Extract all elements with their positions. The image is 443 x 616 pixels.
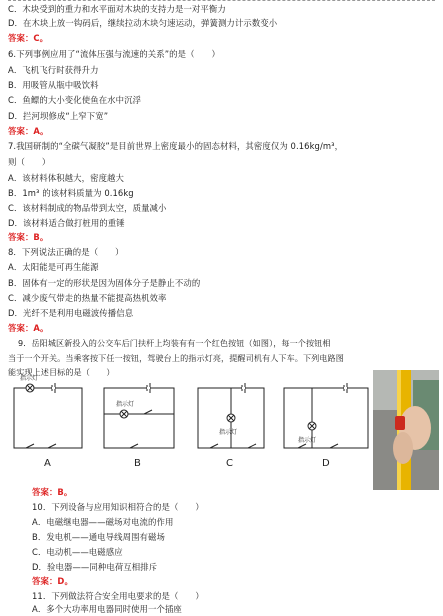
option-line: B．用吸管从瓶中吸饮料 bbox=[8, 80, 99, 90]
lamp-label: 指示灯 bbox=[20, 375, 39, 382]
option-line: B．1m³ 的该材料质量为 0.16kg bbox=[8, 188, 134, 198]
answer-line: 答案：A。 bbox=[8, 126, 49, 136]
option-line: C．电动机——电磁感应 bbox=[32, 547, 123, 557]
option-line: D．验电器——同种电荷互相排斥 bbox=[32, 562, 158, 572]
answer-line: 答案：C。 bbox=[8, 33, 49, 43]
circuit-c bbox=[198, 383, 264, 448]
option-line: D．拦河坝修成“上窄下宽” bbox=[8, 111, 109, 121]
answer-line: 答案：B。 bbox=[8, 232, 49, 242]
circuit-label-c: C bbox=[226, 458, 233, 469]
bus-handrail-photo bbox=[373, 370, 439, 490]
question-line: 8．下列说法正确的是（ ） bbox=[8, 247, 124, 257]
option-line: A．飞机飞行时获得升力 bbox=[8, 65, 99, 75]
circuit-label-d: D bbox=[322, 458, 330, 469]
option-line: B．发电机——通电导线周围有磁场 bbox=[32, 532, 165, 542]
circuit-label-b: B bbox=[134, 458, 141, 469]
circuit-label-a: A bbox=[44, 458, 51, 469]
option-line: A．太阳能是可再生能源 bbox=[8, 262, 99, 272]
option-line: D．在木块上放一钩码后，继续拉动木块匀速运动，弹簧测力计示数变小 bbox=[8, 18, 278, 28]
question-line: 则（ ） bbox=[8, 157, 51, 167]
option-line: C．减少废气带走的热量不能提高热机效率 bbox=[8, 293, 167, 303]
option-line: C．鱼鳔的大小变化使鱼在水中沉浮 bbox=[8, 95, 142, 105]
circuit-b bbox=[104, 383, 174, 448]
circuit-d bbox=[284, 383, 368, 448]
answer-line: 答案：B。 bbox=[32, 487, 73, 497]
lamp-label: 指示灯 bbox=[219, 429, 238, 436]
question-line: 9．岳阳城区新投入的公交车后门扶杆上均装有有一个红色按钮（如图），每一个按钮相 bbox=[18, 338, 331, 348]
top-divider bbox=[8, 0, 435, 1]
option-line: A．该材料体积越大，密度越大 bbox=[8, 173, 125, 183]
option-line: D．该材料适合做打桩用的重锤 bbox=[8, 218, 125, 228]
option-line: C．该材料制成的物品带到太空，质量减小 bbox=[8, 203, 167, 213]
question-line: 10．下列设备与应用知识相符合的是（ ） bbox=[32, 502, 204, 512]
answer-line: 答案：A。 bbox=[8, 323, 49, 333]
answer-line: 答案：D。 bbox=[32, 576, 73, 586]
option-line: C．木块受到的重力和水平面对木块的支持力是一对平衡力 bbox=[8, 4, 226, 14]
option-line: A．电磁继电器——磁场对电流的作用 bbox=[32, 517, 174, 527]
question-line: 7.我国研制的“全碳气凝胶”是目前世界上密度最小的固态材料，其密度仅为 0.16kg/m³， bbox=[8, 141, 344, 151]
question-line: 11．下列做法符合安全用电要求的是（ ） bbox=[32, 591, 204, 601]
option-line: B．固体有一定的形状是因为固体分子是静止不动的 bbox=[8, 278, 201, 288]
circuit-diagrams bbox=[12, 368, 372, 472]
option-line: D．光纤不是利用电磁波传播信息 bbox=[8, 308, 134, 318]
question-line: 当于一个开关。当乘客按下任一按钮，驾驶台上的指示灯亮，提醒司机有人下车。下列电路图 bbox=[8, 353, 344, 363]
option-line: A．多个大功率用电器同时使用一个插座 bbox=[32, 604, 182, 614]
lamp-label: 指示灯 bbox=[116, 401, 135, 408]
lamp-label: 指示灯 bbox=[298, 437, 317, 444]
question-line: 6.下列事例应用了“流体压强与流速的关系”的是（ ） bbox=[8, 49, 220, 59]
question-line: 能实现上述目标的是（ ） bbox=[8, 367, 115, 377]
circuit-a bbox=[14, 383, 82, 448]
